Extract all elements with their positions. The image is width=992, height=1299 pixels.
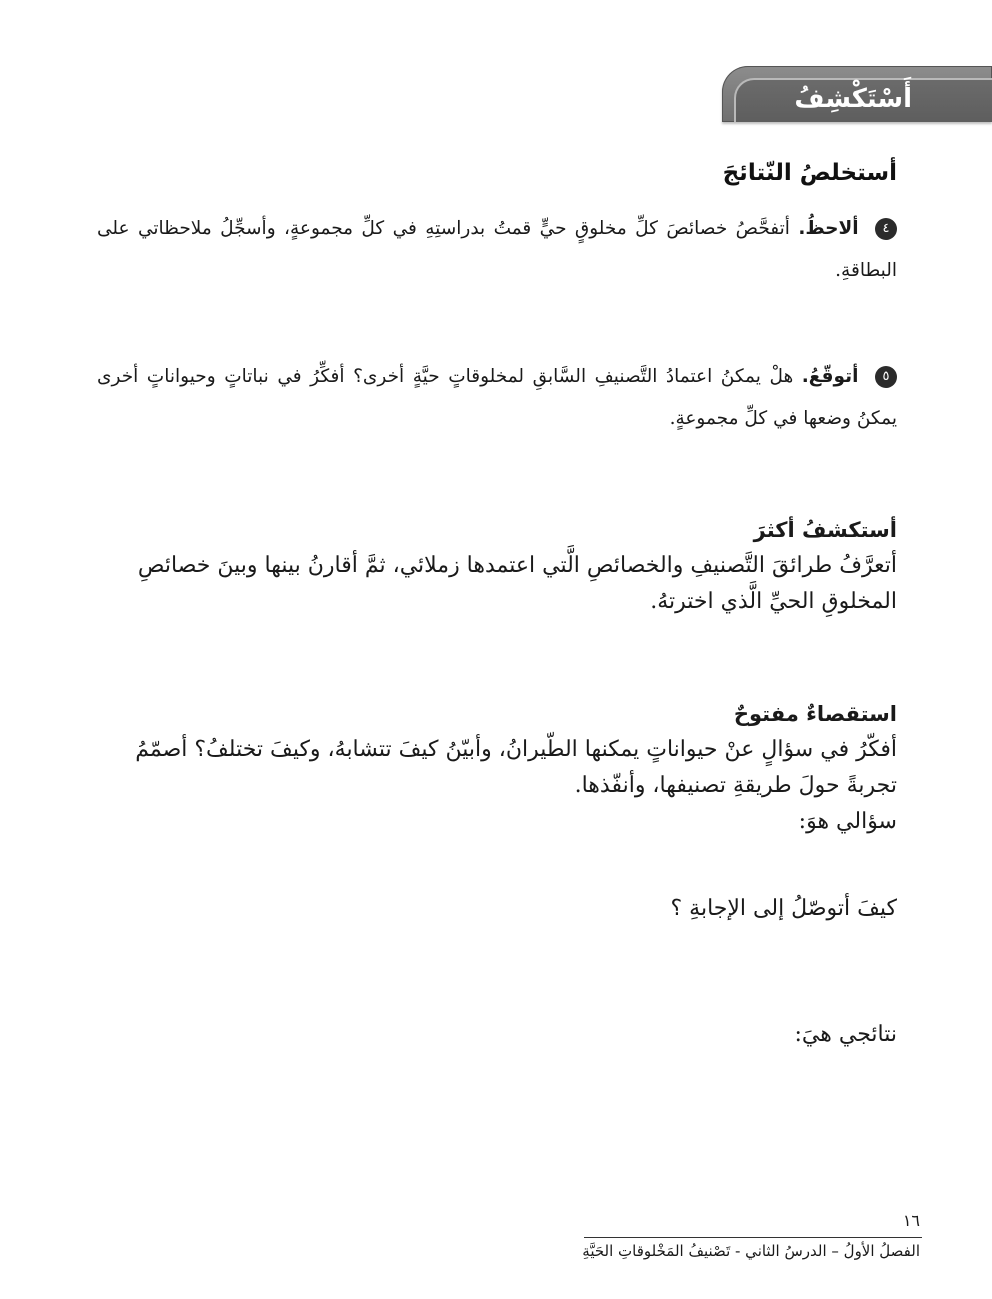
step-5-number: ٥ [875, 366, 897, 388]
question-label: سؤالي هوَ: [798, 809, 897, 834]
footer-divider [584, 1237, 922, 1238]
step-4-lead: ألاحظُ. [798, 218, 859, 239]
footer-chapter-text: الفصلُ الأولُ – الدرسُ الثاني - تَصْنيفُ المَخْلوقاتِ الحَيَّةِ [582, 1242, 920, 1260]
explore-more-text: أتعرَّفُ طرائقَ التَّصنيفِ والخصائصِ الَّتي اعتمدها زملائي، ثمَّ أقارنُ بينها وبينَ خصائصِ المخلوقِ الحيِّ الَّذي اخترتهُ. [137, 553, 897, 614]
open-inquiry-heading: استقصاءٌ مفتوحٌ [733, 702, 897, 726]
explore-more-heading: أستكشفُ أكثرَ [753, 518, 897, 542]
step-5-text: هلْ يمكنُ اعتمادُ التَّصنيفِ السَّابقِ لمخلوقاتٍ حيَّةٍ أخرى؟ أفكِّرُ في نباتاتٍ وحيواناتٍ أخرى يمكنُ وضعها في كلِّ مجموعةٍ. [97, 366, 897, 429]
section-tab [722, 66, 992, 122]
step-5 [97, 356, 897, 440]
section-tab-title: أَسْتَكْشِفُ [794, 84, 912, 114]
step-4-number: ٤ [875, 218, 897, 240]
results-heading: أستخلصُ النّتائجَ [722, 160, 897, 186]
section-tab-inner [734, 78, 992, 122]
explore-more-section [97, 512, 897, 620]
how-prompt: كيفَ أتوصّلُ إلى الإجابةِ ؟ [670, 896, 897, 921]
page-number: ١٦ [902, 1211, 920, 1230]
open-inquiry-section [97, 696, 897, 840]
open-inquiry-text: أفكّرُ في سؤالٍ عنْ حيواناتٍ يمكنها الطّيرانُ، وأبيّنُ كيفَ تتشابهُ، وكيفَ تختلفُ؟ أصمّمُ تجربةً حولَ طريقةِ تصنيفها، وأنفّذها. [135, 737, 897, 798]
results-prompt: نتائجي هيَ: [794, 1022, 897, 1047]
step-5-lead: أتوقّعُ. [801, 366, 859, 387]
step-4-text: أتفحَّصُ خصائصَ كلِّ مخلوقٍ حيٍّ قمتُ بدراستِهِ في كلِّ مجموعةٍ، وأسجِّلُ ملاحظاتي على البطاقةِ. [97, 218, 897, 281]
step-4 [97, 208, 897, 292]
